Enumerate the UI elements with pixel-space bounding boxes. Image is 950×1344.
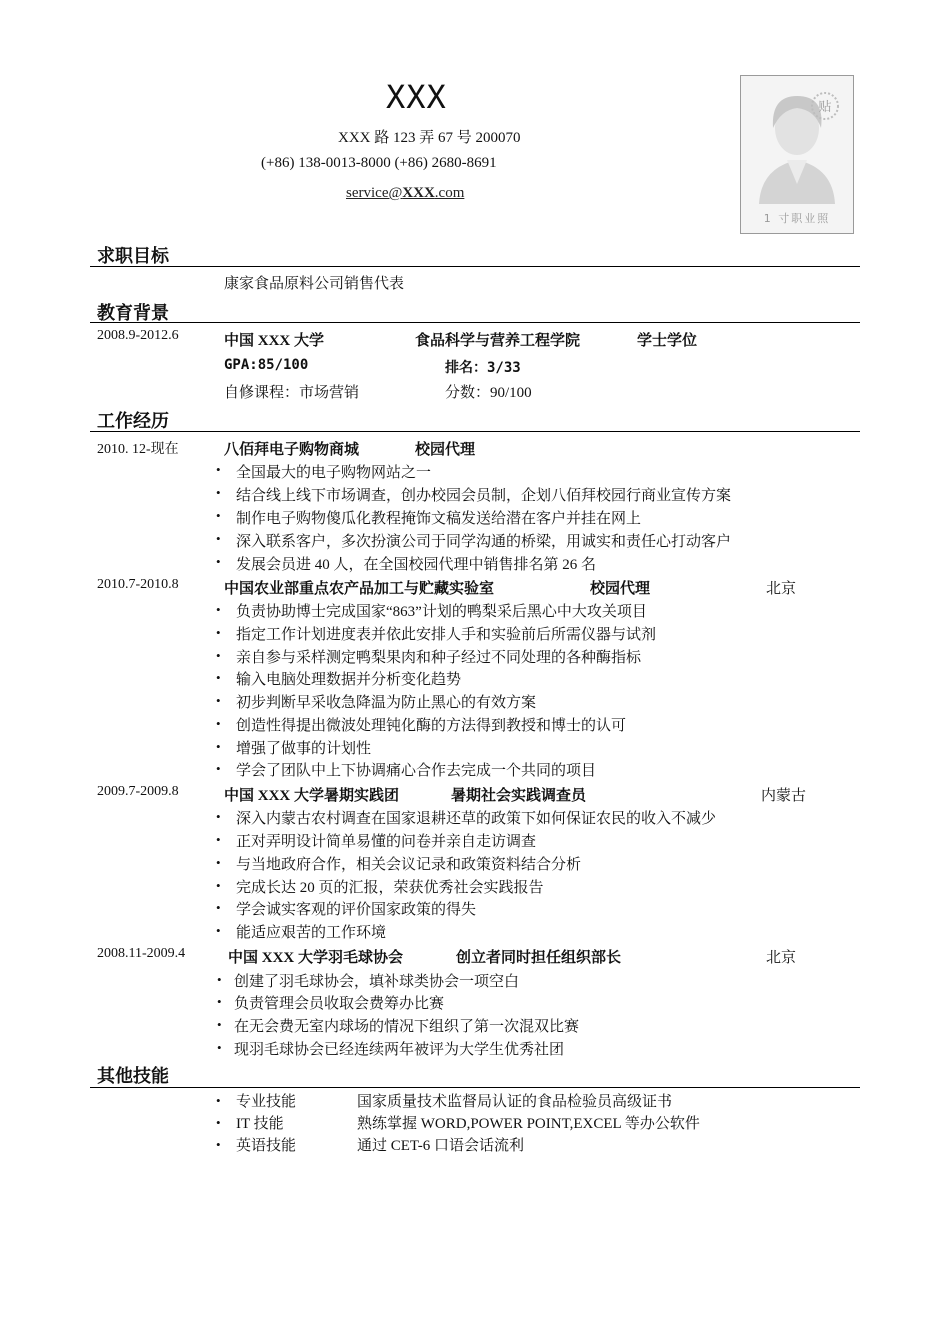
skill-description: 熟练掌握 WORD,POWER POINT,EXCEL 等办公软件 <box>357 1116 700 1132</box>
list-item: 创造性得提出微波处理钝化酶的方法得到教授和博士的认可 <box>236 718 627 734</box>
section-title-objective: 求职目标 <box>97 246 169 267</box>
address: XXX 路 123 弄 67 号 200070 <box>338 130 521 146</box>
bullet-icon: • <box>216 693 221 708</box>
list-item: 学会了团队中上下协调痛心合作去完成一个共同的项目 <box>236 763 597 779</box>
list-item: 在无会费无室内球场的情况下组织了第一次混双比赛 <box>234 1019 580 1035</box>
bullet-icon: • <box>216 462 221 477</box>
job-date: 2010.7-2010.8 <box>97 577 179 592</box>
email-domain: XXX <box>402 185 435 201</box>
job-date: 2009.7-2009.8 <box>97 784 179 799</box>
list-item: 能适应艰苦的工作环境 <box>236 925 387 941</box>
email-prefix: service@ <box>346 185 403 201</box>
photo-stamp: 贴 <box>818 100 832 115</box>
education-score: 分数：90/100 <box>445 385 532 401</box>
skill-name: IT 技能 <box>236 1116 284 1132</box>
photo-placeholder <box>740 75 854 234</box>
bullet-icon: • <box>216 602 221 617</box>
list-item: 现羽毛球协会已经连续两年被评为大学生优秀社团 <box>234 1042 565 1058</box>
photo-caption: 1 寸职业照 <box>763 212 831 225</box>
bullet-icon: • <box>216 855 221 870</box>
bullet-icon: • <box>216 648 221 663</box>
job-location: 北京 <box>766 950 797 966</box>
bullet-icon: • <box>216 900 221 915</box>
education-degree: 学士学位 <box>637 333 698 349</box>
list-item: 正对弄明设计简单易懂的问卷并亲自走访调查 <box>236 834 537 850</box>
objective-text: 康家食品原料公司销售代表 <box>224 276 405 292</box>
bullet-icon: • <box>216 670 221 685</box>
list-item: 负责管理会员收取会费筹办比赛 <box>234 996 445 1012</box>
education-rank: 排名：3/33 <box>445 360 521 376</box>
bullet-icon: • <box>216 1093 221 1108</box>
email-link[interactable] <box>346 185 464 202</box>
list-item: 学会诚实客观的评价国家政策的得失 <box>236 902 477 918</box>
skill-name: 专业技能 <box>236 1094 297 1110</box>
list-item: 负责协助博士完成国家“863”计划的鸭梨采后黑心中大攻关项目 <box>236 604 647 620</box>
education-date: 2008.9-2012.6 <box>97 328 179 343</box>
section-divider <box>90 322 860 323</box>
job-role: 校园代理 <box>590 581 651 597</box>
list-item: 亲自参与采样测定鸭梨果肉和种子经过不同处理的各种酶指标 <box>236 650 642 666</box>
section-title-skills: 其他技能 <box>97 1066 169 1087</box>
list-item: 指定工作计划进度表并依此安排人手和实验前后所需仪器与试剂 <box>236 627 657 643</box>
education-school: 中国 XXX 大学 <box>224 333 324 349</box>
bullet-icon: • <box>217 972 222 987</box>
section-title-education: 教育背景 <box>97 303 169 324</box>
section-divider <box>90 431 860 432</box>
job-date: 2008.11-2009.4 <box>97 946 186 961</box>
skill-description: 通过 CET-6 口语会话流利 <box>357 1138 524 1154</box>
job-location: 内蒙古 <box>761 788 807 804</box>
bullet-icon: • <box>216 809 221 824</box>
bullet-icon: • <box>216 923 221 938</box>
list-item: 创建了羽毛球协会，填补球类协会一项空白 <box>234 974 520 990</box>
job-date: 2010. 12-现在 <box>97 442 179 457</box>
list-item: 深入内蒙古农村调查在国家退耕还草的政策下如何保证农民的收入不减少 <box>236 811 717 827</box>
job-location: 北京 <box>766 581 797 597</box>
list-item: 输入电脑处理数据并分析变化趋势 <box>236 672 462 688</box>
bullet-icon: • <box>217 1017 222 1032</box>
list-item: 发展会员进 40 人，在全国校园代理中销售排名第 26 名 <box>236 557 597 573</box>
bullet-icon: • <box>216 832 221 847</box>
job-role: 校园代理 <box>415 442 476 458</box>
bullet-icon: • <box>216 1115 221 1130</box>
job-organization: 中国 XXX 大学羽毛球协会 <box>228 950 403 966</box>
bullet-icon: • <box>216 716 221 731</box>
job-role: 暑期社会实践调查员 <box>451 788 587 804</box>
email-suffix: .com <box>434 185 465 201</box>
job-role: 创立者同时担任组织部长 <box>456 950 622 966</box>
job-organization: 中国农业部重点农产品加工与贮藏实验室 <box>224 581 495 597</box>
list-item: 结合线上线下市场调查，创办校园会员制，企划八佰拜校园行商业宣传方案 <box>236 488 732 504</box>
skill-description: 国家质量技术监督局认证的食品检验员高级证书 <box>357 1094 673 1110</box>
bullet-icon: • <box>216 554 221 569</box>
bullet-icon: • <box>216 485 221 500</box>
list-item: 与当地政府合作，相关会议记录和政策资料结合分析 <box>236 857 582 873</box>
bullet-icon: • <box>216 625 221 640</box>
education-college: 食品科学与营养工程学院 <box>415 333 581 349</box>
list-item: 增强了做事的计划性 <box>236 741 372 757</box>
bullet-icon: • <box>216 739 221 754</box>
skill-name: 英语技能 <box>236 1138 297 1154</box>
list-item: 完成长达 20 页的汇报，荣获优秀社会实践报告 <box>236 880 544 896</box>
bullet-icon: • <box>216 878 221 893</box>
list-item: 深入联系客户，多次扮演公司于同学沟通的桥梁，用诚实和责任心打动客户 <box>236 534 732 550</box>
list-item: 制作电子购物傻瓜化教程掩饰文稿发送给潜在客户并挂在网上 <box>236 511 642 527</box>
bullet-icon: • <box>217 994 222 1009</box>
list-item: 初步判断早采收急降温为防止黑心的有效方案 <box>236 695 537 711</box>
job-organization: 八佰拜电子购物商城 <box>224 442 360 458</box>
list-item: 全国最大的电子购物网站之一 <box>236 465 432 481</box>
candidate-name: XXX <box>386 78 447 116</box>
section-title-work: 工作经历 <box>97 411 169 432</box>
section-divider <box>90 1087 860 1088</box>
bullet-icon: • <box>216 1137 221 1152</box>
phone-numbers: (+86) 138-0013-8000 (+86) 2680-8691 <box>261 155 497 171</box>
bullet-icon: • <box>216 508 221 523</box>
bullet-icon: • <box>216 761 221 776</box>
person-silhouette-icon <box>741 76 853 233</box>
education-course: 自修课程：市场营销 <box>224 385 360 401</box>
education-gpa: GPA:85/100 <box>224 357 309 373</box>
bullet-icon: • <box>217 1040 222 1055</box>
section-divider <box>90 266 860 267</box>
job-organization: 中国 XXX 大学暑期实践团 <box>224 788 399 804</box>
bullet-icon: • <box>216 531 221 546</box>
